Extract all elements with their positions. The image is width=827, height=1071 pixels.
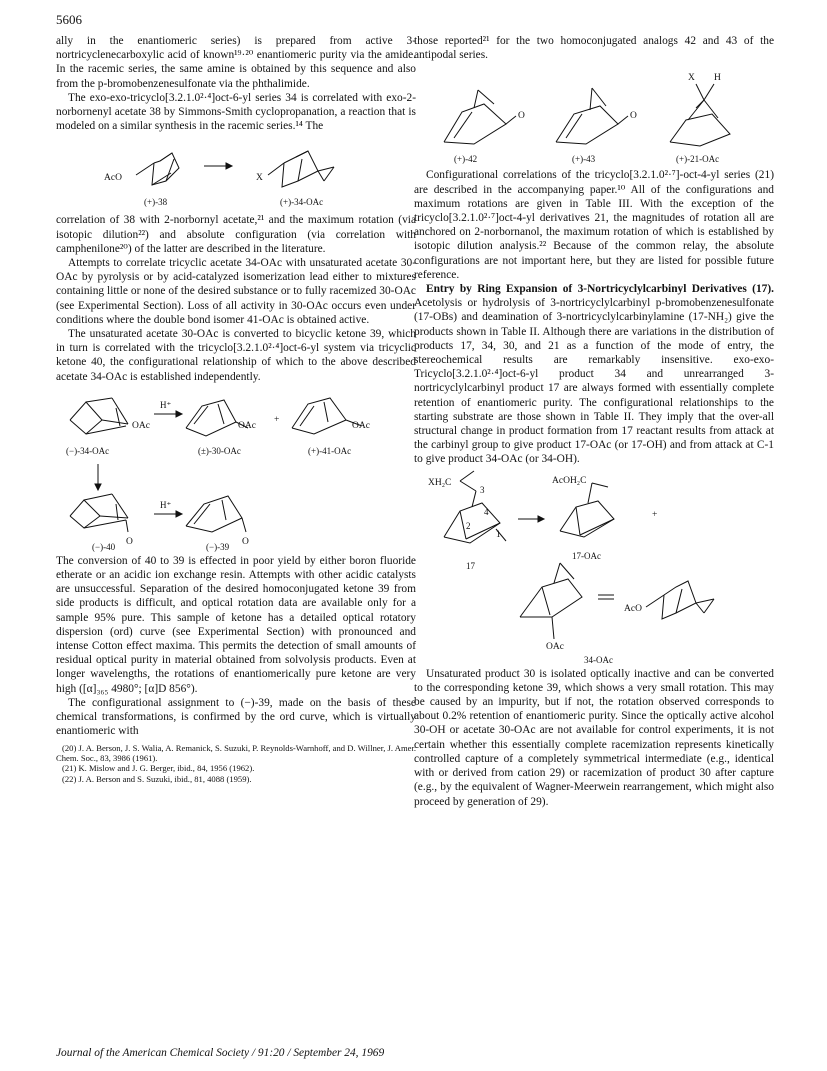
reaction-arrow [518, 516, 544, 522]
h-label: H [714, 73, 721, 84]
paragraph: Unsaturated product 30 is isolated optically inactive and can be converted to the corresponding ketone 39, which shows a very small rotation. This may be caused by an impurity, but if not, the rotation observed corresponds to about 0.2% retention of enantiomeric purity. Since the optically active alcohol 30-OH or acetate 30-OAc are not available for control experiments, it is not certain whether this essentially complete racemization represents kinetically controlled capture of a completely symmetrical intermediate (e.g., identical with or derived from cation 29) or racemization of product 30 after capture (e.g., by the equivalent of Wagner-Meerwein rearrangement, which might also proceed by generation of 29). [414, 667, 774, 808]
reference-item: (21) K. Mislow and J. G. Berger, ibid., 84, 1956 (1962). [62, 763, 255, 774]
compound-label: (+)-43 [572, 154, 596, 165]
structure-21oac [670, 84, 730, 146]
compound-label: (−)-40 [92, 541, 116, 552]
paragraph: those reported²¹ for the two homoconjugated analogs 42 and 43 of the antipodal series. [414, 35, 774, 62]
atom-number: 3 [480, 484, 485, 495]
structure-34oac-view-2 [646, 581, 714, 619]
paragraph: Configurational correlations of the tricyclo[3.2.1.0²·⁷]-oct-4-yl series (21) are described in the accompanying paper.¹⁰ All of the configurations and maximum rotations are given in Table III. With the exception of the tricyclo[3.2.1.0²·⁷]oct-4-yl derivatives 21, the magnitudes of rotation all are anchored on 2-norbornanol, the maximum rotation of which is established by isotopic dilution analysis.²² Because of the common relay, the absolute configurations are not important here, but they are listed for possible future reference. [414, 169, 774, 281]
page-number: 5606 [56, 12, 82, 27]
reaction-arrow [154, 511, 182, 517]
structure-38 [136, 153, 179, 185]
o-label: O [630, 111, 637, 122]
structure-34oac-left [70, 398, 128, 434]
equals-sign [598, 595, 614, 599]
oac-label: OAc [352, 420, 370, 431]
left-column [56, 34, 416, 784]
compound-label: (+)-38 [144, 197, 168, 208]
oac-label: OAc [238, 420, 256, 431]
scheme-38-to-34oac [56, 133, 416, 213]
paragraph: Attempts to correlate tricyclic acetate 34-OAc with unsaturated acetate 30-OAc by pyrolysis or by acid-catalyzed isomerization lead either to mixtures containing little or none of the desired substance or to fully racemized 30-OAc (see Experimental Section). Loss of all activity in 30-OAc occurs even under conditions where the double bond isomer 41-OAc is obtained active. [56, 257, 416, 326]
plus-sign: + [652, 509, 658, 520]
journal-footer: Journal of the American Chemical Society / 91:20 / September 24, 1969 [56, 1047, 385, 1059]
oac-label: OAc [546, 641, 564, 652]
aco-label: AcO [624, 603, 642, 614]
reaction-arrow [154, 411, 182, 417]
plus-sign: + [274, 414, 280, 425]
compound-label: 34-OAc [584, 654, 613, 665]
structure-34oac-view-1 [520, 563, 582, 639]
reference-item: (20) J. A. Berson, J. S. Walia, A. Remanick, S. Suzuki, P. Reynolds-Warnhoff, and D. Willner, J. Amer. Chem. Soc., 83, 3986 (1961). [56, 742, 416, 763]
o-label: O [242, 536, 249, 547]
scheme-34oac-to-39 [56, 384, 416, 554]
compound-label: (±)-30-OAc [198, 445, 241, 456]
compound-label: (−)-39 [206, 541, 230, 552]
structure-42 [444, 90, 516, 144]
compound-label: 17-OAc [572, 550, 601, 561]
scheme-42-43-21oac [414, 62, 774, 168]
structure-43 [556, 88, 628, 144]
x-label: X [256, 173, 263, 184]
reaction-arrow-down [95, 464, 101, 490]
oac-label: OAc [132, 420, 150, 431]
compound-label: (+)-21-OAc [676, 154, 720, 165]
h-plus-label: H⁺ [160, 399, 172, 410]
scheme-17-ring-expansion [414, 467, 774, 667]
h-plus-label: H⁺ [160, 499, 172, 510]
paragraph: The conversion of 40 to 39 is effected in poor yield by either boron fluoride etherate or an acidic ion exchange resin. Attempts with other acidic catalysts are unsuccessful. Separation of the desired homoconjugated ketone 39 from side products is difficult, and optical rotation data are available only for a sample 95% pure. This sample of ketone has a detailed optical rotatory dispersion (ord) curve (see Experimental Section) with pronounced and intense Cotton effect maxima. This permits the detection of small amounts of residual optical purity in material obtained from solvolysis products. Even at longer wavelengths, the rotations of enantiomerically pure ketone are very high ([α]₃₆₅ 4980°; [α]D 856°). [56, 554, 416, 695]
section-heading: Entry by Ring Expansion of 3-Nortricyclylcarbinyl Derivatives (17). [426, 283, 774, 296]
paragraph-text: Acetolysis or hydrolysis of 3-nortricyclylcarbinyl p-bromobenzenesulfonate (17-OBs) and deamination of 3-nortricyclylcarbinylamine (17-NH₂) give the products shown in Table II. Although there are variations in the distribution of products 17, 34, 30, and 21 as a function of the mode of entry, the stereochemical results are remarkably insensitive. exo-exo-Tricyclo[3.2.1.0²·⁴]oct-6-yl product 34 and unrearranged 3-nortricyclylcarbinyl product 17 are always formed with essentially complete retention of enantiomeric purity. The configurational relationships to the starting substrate are those shown in Table II. They imply that the over-all structural change in product formation from 17 reactant results from attack at the carbinyl group to give product 17-OAc (or 17-OH) and from attack at C-1 to give product 34-OAc (or 34-OH). [414, 297, 774, 466]
structure-17oac [560, 483, 614, 537]
compound-label: (−)-34-OAc [66, 445, 110, 456]
atom-number: 2 [466, 520, 471, 531]
paragraph [414, 282, 774, 467]
x-label: X [688, 73, 695, 84]
compound-label: (+)-34-OAc [280, 197, 324, 208]
paragraph: The unsaturated acetate 30-OAc is converted to bicyclic ketone 39, which in turn is correlated with the tricyclo[3.2.1.0²·⁴]oct-6-yl system via tricyclic ketone 40, the configurational relationship of which to the above described acetate 34-OAc is established independently. [56, 328, 416, 383]
references [56, 743, 416, 785]
paragraph: ally in the enantiomeric series) is prepared from active 3-nortricyclenecarboxylic acid of known¹⁹·²⁰ enantiomeric purity via the amide. In the racemic series, the same amine is obtained by this sequence and also from the p-bromobenzenesulfonate via the phthalimide. [56, 35, 416, 90]
structure-40 [70, 494, 128, 532]
right-column [414, 34, 774, 809]
reaction-arrow [204, 163, 232, 169]
aco-label: AcO [104, 173, 122, 184]
o-label: O [518, 111, 525, 122]
paragraph: The exo-exo-tricyclo[3.2.1.0²·⁴]oct-6-yl series 34 is correlated with exo-2-norbornenyl acetate 38 by Simmons-Smith cyclopropanation, a reaction that is modeled on a similar synthesis in the racemic series.¹⁴ The [56, 91, 416, 133]
paragraph: correlation of 38 with 2-norbornyl acetate,²¹ and the maximum rotation (via isotopic dilution²²) and absolute configuration (via correlation with camphenilone²⁰) of the latter are described in the literature. [56, 214, 416, 255]
compound-label: 17 [466, 560, 475, 571]
xh2c-label: XH₂C [428, 477, 452, 488]
atom-number: 4 [484, 506, 489, 517]
compound-label: (+)-42 [454, 154, 478, 165]
o-label: O [126, 536, 133, 547]
atom-number: 1 [496, 528, 501, 539]
compound-label: (+)-41-OAc [308, 445, 352, 456]
acoh2c-label: AcOH₂C [552, 475, 587, 486]
paragraph: The configurational assignment to (−)-39, made on the basis of these chemical transformations, is confirmed by the ord curve, which is virtually enantiomeric with [56, 696, 416, 738]
structure-39 [186, 496, 246, 532]
reference-item: (22) J. A. Berson and S. Suzuki, ibid., 81, 4088 (1959). [62, 773, 252, 784]
structure-34oac [268, 151, 334, 187]
